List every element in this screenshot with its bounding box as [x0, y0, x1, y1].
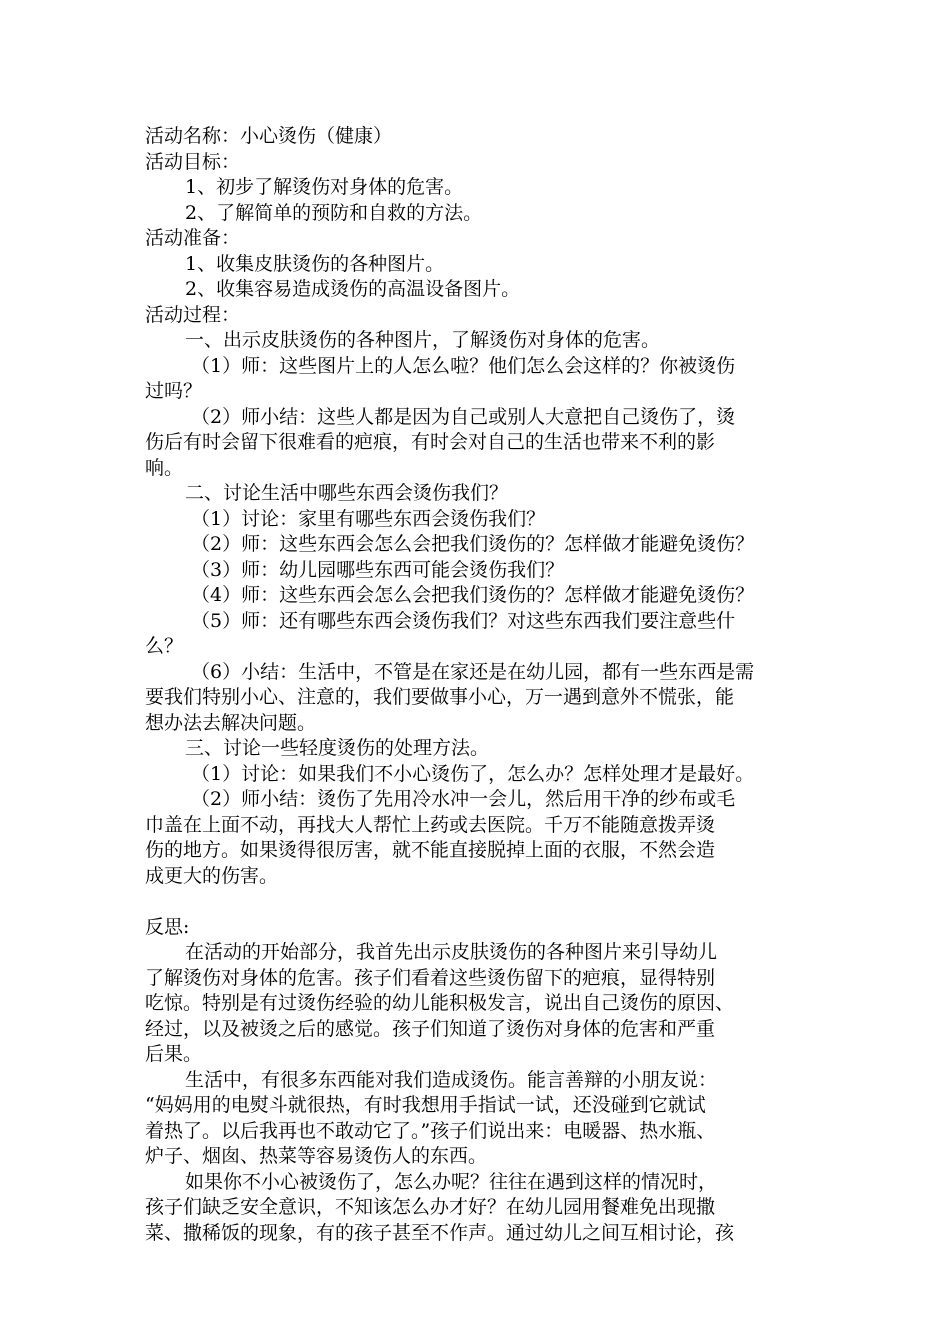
text-line: （1）讨论：如果我们不小心烫伤了，怎么办？怎样处理才是最好。	[191, 762, 755, 785]
text-line: 伤的地方。如果烫得很厉害，就不能直接脱掉上面的衣服，不然会造	[145, 839, 716, 861]
text-line: （2）师：这些东西会怎么会把我们烫伤的？怎样做才能避免烫伤？	[191, 533, 755, 555]
text-line: 过吗？	[145, 380, 203, 402]
text-line: 孩子们缺乏安全意识，不知该怎么办才好？在幼儿园用餐难免出现撒	[145, 1196, 716, 1218]
text-line: （1）讨论：家里有哪些东西会烫伤我们？	[191, 507, 546, 530]
text-line: 成更大的伤害。	[145, 864, 279, 887]
text-line: 么？	[145, 635, 184, 657]
text-line: 1、初步了解烫伤对身体的危害。	[185, 176, 464, 198]
text-line: 巾盖在上面不动，再找大人帮忙上药或去医院。千万不能随意拨弄烫	[145, 813, 716, 836]
text-line: 活动名称：小心烫伤（健康）	[145, 125, 393, 147]
text-line: （2）师小结：这些人都是因为自己或别人大意把自己烫伤了，烫	[191, 405, 736, 428]
text-line: 反思:	[145, 915, 190, 938]
text-line: 三、讨论一些轻度烫伤的处理方法。	[185, 737, 490, 759]
text-line: 一、出示皮肤烫伤的各种图片，了解烫伤对身体的危害。	[185, 329, 661, 351]
text-line: 活动目标：	[145, 150, 241, 173]
text-line: “妈妈用的电熨斗就很热，有时我想用手指试一试，还没碰到它就试	[145, 1094, 706, 1116]
text-line: （3）师：幼儿园哪些东西可能会烫伤我们？	[191, 558, 565, 581]
text-line: 活动准备：	[145, 227, 241, 249]
text-line: （4）师：这些东西会怎么会把我们烫伤的？怎样做才能避免烫伤？	[191, 584, 755, 606]
text-line: 1、收集皮肤烫伤的各种图片。	[185, 252, 445, 275]
text-line: 着热了。以后我再也不敢动它了。”孩子们说出来：电暖器、热水瓶、	[145, 1119, 716, 1142]
text-line: 经过，以及被烫之后的感觉。孩子们知道了烫伤对身体的危害和严重	[145, 1017, 716, 1040]
text-line: 菜、撒稀饭的现象，有的孩子甚至不作声。通过幼儿之间互相讨论，孩	[145, 1221, 735, 1244]
text-line: （6）小结：生活中，不管是在家还是在幼儿园，都有一些东西是需	[191, 660, 755, 683]
text-line: 2、收集容易造成烫伤的高温设备图片。	[185, 278, 521, 300]
text-line: 在活动的开始部分，我首先出示皮肤烫伤的各种图片来引导幼儿	[185, 941, 718, 963]
text-line: 想办法去解决问题。	[145, 711, 317, 734]
document-body	[145, 124, 825, 1246]
text-line: 后果。	[145, 1043, 203, 1065]
text-line	[145, 889, 825, 915]
text-line: 生活中，有很多东西能对我们造成烫伤。能言善辩的小朋友说：	[185, 1068, 718, 1091]
text-line: 2、了解简单的预防和自救的方法。	[185, 201, 483, 224]
text-line: 了解烫伤对身体的危害。孩子们看着这些烫伤留下的疤痕，显得特别	[145, 966, 716, 989]
text-line: 如果你不小心被烫伤了，怎么办呢？往往在遇到这样的情况时，	[185, 1170, 718, 1193]
text-line: 响。	[145, 456, 184, 479]
text-line: 活动过程：	[145, 303, 241, 326]
text-line: （1）师：这些图片上的人怎么啦？他们怎么会这样的？你被烫伤	[191, 354, 736, 377]
text-line: 伤后有时会留下很难看的疤痕，有时会对自己的生活也带来不利的影	[145, 431, 716, 453]
text-line: 二、讨论生活中哪些东西会烫伤我们？	[185, 482, 509, 504]
text-line: 要我们特别小心、注意的，我们要做事小心，万一遇到意外不慌张，能	[145, 686, 735, 708]
text-line: （5）师：还有哪些东西会烫伤我们？对这些东西我们要注意些什	[191, 609, 736, 632]
text-line: 炉子、烟囱、热菜等容易烫伤人的东西。	[145, 1145, 488, 1167]
text-line: 吃惊。特别是有过烫伤经验的幼儿能积极发言，说出自己烫伤的原因、	[145, 992, 735, 1014]
text-line: （2）师小结：烫伤了先用冷水冲一会儿，然后用干净的纱布或毛	[191, 788, 736, 810]
